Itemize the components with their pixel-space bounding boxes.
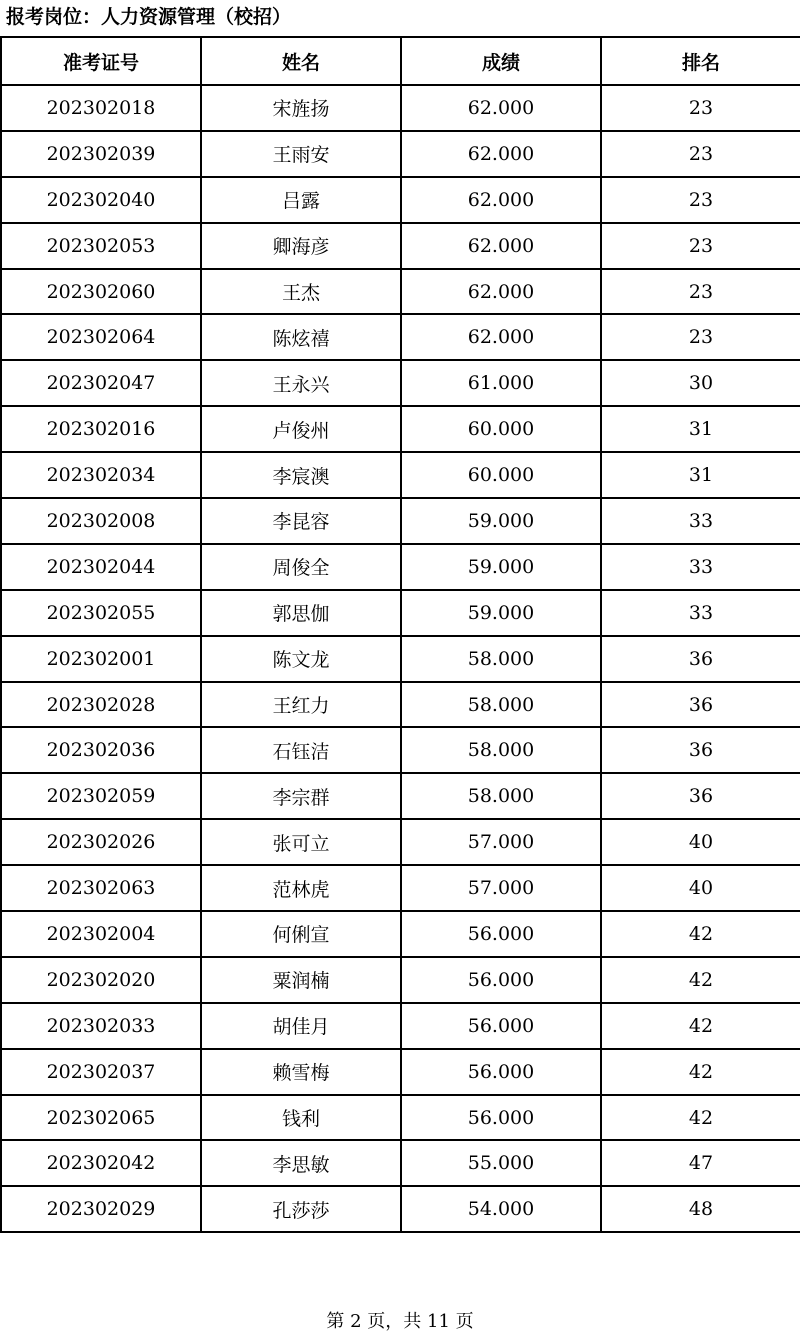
rank-cell: 36 [601, 773, 800, 819]
rank-cell: 30 [601, 360, 800, 406]
name-cell: 李思敏 [201, 1140, 401, 1186]
rank-cell: 42 [601, 911, 800, 957]
exam-id-cell: 202302034 [1, 452, 201, 498]
exam-id-cell: 202302040 [1, 177, 201, 223]
exam-id-cell: 202302008 [1, 498, 201, 544]
exam-id-cell: 202302037 [1, 1049, 201, 1095]
score-cell: 59.000 [401, 544, 601, 590]
table-row [1, 1186, 800, 1232]
exam-id-cell: 202302042 [1, 1140, 201, 1186]
rank-cell: 42 [601, 1003, 800, 1049]
name-cell: 钱利 [201, 1095, 401, 1141]
score-cell: 57.000 [401, 865, 601, 911]
exam-id-cell: 202302020 [1, 957, 201, 1003]
table-row [1, 1140, 800, 1186]
name-cell: 卿海彦 [201, 223, 401, 269]
exam-id-cell: 202302029 [1, 1186, 201, 1232]
score-cell: 62.000 [401, 269, 601, 315]
rank-cell: 23 [601, 177, 800, 223]
rank-cell: 33 [601, 590, 800, 636]
name-cell: 何俐宣 [201, 911, 401, 957]
score-cell: 54.000 [401, 1186, 601, 1232]
rank-cell: 36 [601, 727, 800, 773]
exam-id-cell: 202302060 [1, 269, 201, 315]
exam-id-cell: 202302063 [1, 865, 201, 911]
rank-cell: 42 [601, 1095, 800, 1141]
exam-id-cell: 202302039 [1, 131, 201, 177]
exam-id-cell: 202302044 [1, 544, 201, 590]
table-row [1, 85, 800, 131]
name-cell: 范林虎 [201, 865, 401, 911]
exam-id-cell: 202302033 [1, 1003, 201, 1049]
table-row [1, 223, 800, 269]
score-cell: 56.000 [401, 911, 601, 957]
score-cell: 55.000 [401, 1140, 601, 1186]
page-title: 报考岗位：人力资源管理（校招） [6, 6, 292, 28]
rank-cell: 23 [601, 223, 800, 269]
score-cell: 60.000 [401, 406, 601, 452]
name-cell: 宋旌扬 [201, 85, 401, 131]
rank-cell: 31 [601, 452, 800, 498]
name-cell: 石钰洁 [201, 727, 401, 773]
name-cell: 卢俊州 [201, 406, 401, 452]
exam-id-cell: 202302001 [1, 636, 201, 682]
score-cell: 62.000 [401, 85, 601, 131]
name-cell: 李宗群 [201, 773, 401, 819]
table-header-row [1, 37, 800, 85]
name-cell: 陈炫禧 [201, 314, 401, 360]
rank-cell: 36 [601, 682, 800, 728]
name-cell: 赖雪梅 [201, 1049, 401, 1095]
results-table [0, 36, 800, 1233]
rank-cell: 36 [601, 636, 800, 682]
name-cell: 胡佳月 [201, 1003, 401, 1049]
exam-id-cell: 202302016 [1, 406, 201, 452]
rank-cell: 23 [601, 131, 800, 177]
exam-id-cell: 202302055 [1, 590, 201, 636]
table-body [1, 85, 800, 1232]
score-cell: 56.000 [401, 957, 601, 1003]
score-cell: 62.000 [401, 177, 601, 223]
score-cell: 58.000 [401, 773, 601, 819]
exam-id-cell: 202302028 [1, 682, 201, 728]
score-cell: 56.000 [401, 1049, 601, 1095]
score-cell: 62.000 [401, 131, 601, 177]
name-cell: 王杰 [201, 269, 401, 315]
column-header-rank: 排名 [601, 37, 800, 85]
score-cell: 59.000 [401, 498, 601, 544]
name-cell: 张可立 [201, 819, 401, 865]
table-row [1, 498, 800, 544]
score-cell: 57.000 [401, 819, 601, 865]
score-cell: 59.000 [401, 590, 601, 636]
name-cell: 李宸澳 [201, 452, 401, 498]
table-row [1, 911, 800, 957]
rank-cell: 47 [601, 1140, 800, 1186]
table-row [1, 636, 800, 682]
exam-id-cell: 202302047 [1, 360, 201, 406]
score-cell: 56.000 [401, 1095, 601, 1141]
table-row [1, 590, 800, 636]
rank-cell: 23 [601, 314, 800, 360]
exam-id-cell: 202302065 [1, 1095, 201, 1141]
score-cell: 61.000 [401, 360, 601, 406]
exam-id-cell: 202302026 [1, 819, 201, 865]
name-cell: 孔莎莎 [201, 1186, 401, 1232]
rank-cell: 33 [601, 544, 800, 590]
rank-cell: 42 [601, 957, 800, 1003]
rank-cell: 48 [601, 1186, 800, 1232]
table-row [1, 452, 800, 498]
name-cell: 王雨安 [201, 131, 401, 177]
exam-id-cell: 202302059 [1, 773, 201, 819]
score-cell: 62.000 [401, 223, 601, 269]
table-row [1, 727, 800, 773]
table-row [1, 773, 800, 819]
name-cell: 陈文龙 [201, 636, 401, 682]
exam-id-cell: 202302004 [1, 911, 201, 957]
table-row [1, 819, 800, 865]
score-cell: 58.000 [401, 682, 601, 728]
rank-cell: 42 [601, 1049, 800, 1095]
exam-id-cell: 202302018 [1, 85, 201, 131]
table-row [1, 1049, 800, 1095]
name-cell: 周俊全 [201, 544, 401, 590]
table-row [1, 1003, 800, 1049]
table-row [1, 1095, 800, 1141]
rank-cell: 40 [601, 865, 800, 911]
table-row [1, 406, 800, 452]
page-number: 第 2 页，共 11 页 [326, 1311, 474, 1332]
score-cell: 58.000 [401, 636, 601, 682]
rank-cell: 31 [601, 406, 800, 452]
table-row [1, 544, 800, 590]
column-header-exam-id: 准考证号 [1, 37, 201, 85]
table-row [1, 269, 800, 315]
name-cell: 李昆容 [201, 498, 401, 544]
rank-cell: 23 [601, 269, 800, 315]
column-header-name: 姓名 [201, 37, 401, 85]
name-cell: 郭思伽 [201, 590, 401, 636]
table-row [1, 131, 800, 177]
exam-id-cell: 202302064 [1, 314, 201, 360]
name-cell: 王永兴 [201, 360, 401, 406]
table-row [1, 682, 800, 728]
rank-cell: 23 [601, 85, 800, 131]
score-cell: 56.000 [401, 1003, 601, 1049]
name-cell: 王红力 [201, 682, 401, 728]
exam-id-cell: 202302053 [1, 223, 201, 269]
table-row [1, 865, 800, 911]
table-row [1, 314, 800, 360]
score-cell: 62.000 [401, 314, 601, 360]
table-row [1, 177, 800, 223]
exam-id-cell: 202302036 [1, 727, 201, 773]
table-row [1, 360, 800, 406]
score-cell: 58.000 [401, 727, 601, 773]
table-row [1, 957, 800, 1003]
rank-cell: 40 [601, 819, 800, 865]
column-header-score: 成绩 [401, 37, 601, 85]
name-cell: 粟润楠 [201, 957, 401, 1003]
rank-cell: 33 [601, 498, 800, 544]
score-cell: 60.000 [401, 452, 601, 498]
name-cell: 吕露 [201, 177, 401, 223]
